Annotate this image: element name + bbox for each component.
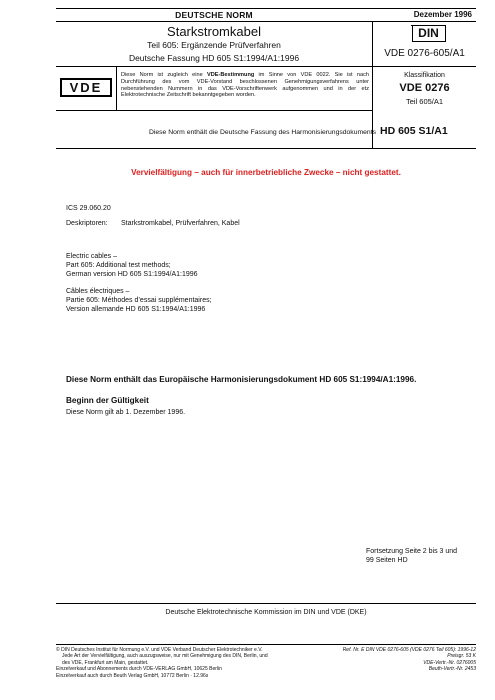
validity-text: Diese Norm gilt ab 1. Dezember 1996. (66, 409, 186, 416)
ics-code: ICS 29.060.20 (66, 205, 111, 212)
vde-sales-number: VDE-Vertr.-Nr. 0276005 (423, 659, 476, 666)
harmonization-hd: HD 605 S1/A1 (380, 125, 448, 137)
footer-rule (56, 644, 476, 645)
intro-text-start: Diese Norm ist zugleich eine (121, 72, 208, 78)
copyright-line: Einzelverkauf auch durch Beuth Verlag GmbH, 10772 Berlin · 12.96s (56, 672, 209, 679)
classification-label: Klassifikation (404, 72, 445, 79)
intro-text-bold: VDE-Bestimmung (207, 72, 255, 78)
european-statement: Diese Norm enthält das Europäische Harmonisierungsdokument HD 605 S1:1994/A1:1996. (66, 375, 417, 384)
continuation-line: Fortsetzung Seite 2 bis 3 und (366, 548, 458, 555)
english-line: German version HD 605 S1:1994/A1:1996 (66, 271, 198, 278)
copyright-line: Jede Art der Vervielfältigung, auch auszugsweise, nur mit Genehmigung des DIN, Berlin, und (62, 653, 268, 660)
classification-part: Teil 605/A1 (405, 97, 444, 106)
copyright-line: Einzelverkauf und Abonnements durch VDE-VERLAG GmbH, 10625 Berlin (56, 666, 222, 673)
document-title: Starkstromkabel (167, 24, 261, 39)
price-group: Preisgr. 53 K (447, 653, 476, 660)
classification-number: VDE 0276 (399, 82, 450, 94)
vde-logo-cell (56, 66, 117, 110)
document-version: Deutsche Fassung HD 605 S1:1994/A1:1996 (128, 53, 300, 63)
copyright-line: des VDE, Frankfurt am Main, gestattet. (62, 659, 149, 666)
din-logo (412, 25, 446, 42)
continuation-line: 99 Seiten HD (366, 557, 408, 564)
din-logo-text: DIN (418, 26, 439, 40)
publication-date: Dezember 1996 (413, 10, 472, 19)
descriptors-label: Deskriptoren: (66, 220, 108, 227)
english-title (66, 252, 366, 279)
french-title (66, 287, 366, 314)
commission-rule (56, 603, 476, 604)
document-number: VDE 0276-605/A1 (384, 48, 465, 59)
harmonization-rule (56, 148, 476, 149)
english-line: Part 605: Additional test methods; (66, 262, 171, 269)
header-rule (56, 21, 476, 22)
continuation-note (366, 547, 476, 565)
norm-label: DEUTSCHE NORM (175, 10, 253, 20)
french-line: Version allemande HD 605 S1:1994/A1:1996 (66, 306, 206, 313)
intro-rule (56, 110, 372, 111)
intro-text (121, 72, 369, 99)
copyright-line: © DIN Deutsches Institut für Normung e.V. und VDE Verband Deutscher Elektrotechniker e.V. (56, 647, 263, 653)
vde-logo: VDE (60, 78, 112, 97)
beuth-sales-number: Beuth-Vertr.-Nr. 2453 (428, 666, 476, 673)
copyright-block (56, 647, 316, 679)
english-line: Electric cables – (66, 253, 117, 260)
title-rule (56, 66, 476, 67)
reproduction-warning: Vervielfältigung – auch für innerbetriebliche Zwecke – nicht gestattet. (131, 168, 401, 177)
reference-block (312, 647, 476, 673)
commission-text: Deutsche Elektrotechnische Kommission im DIN und VDE (DKE) (165, 609, 367, 616)
harmonization-text: Diese Norm enthält die Deutsche Fassung des Harmonisierungsdokuments (148, 129, 376, 136)
french-line: Partie 605: Méthodes d’essai supplémentaires; (66, 297, 212, 304)
validity-heading: Beginn der Gültigkeit (66, 396, 149, 405)
descriptors-value: Starkstromkabel, Prüfverfahren, Kabel (121, 220, 240, 227)
french-line: Câbles électriques – (66, 288, 130, 295)
reference-number: Ref. Nr. E DIN VDE 0276-605 (VDE 0276 Teil 605): 1996-12 (342, 647, 476, 653)
document-part: Teil 605: Ergänzende Prüfverfahren (147, 40, 281, 50)
intro-text-end: im Sinne von VDE 0022. Sie ist nach Durchführung des vom VDE-Vorstand beschlossenen Genehmigungsverfahrens unter nebenstehenden Nummern in das VDE-Vorschriftenwerk aufgenommen und in der etz Elektrotechnische Zeitschrift bekanntgegeben worden. (121, 72, 369, 99)
